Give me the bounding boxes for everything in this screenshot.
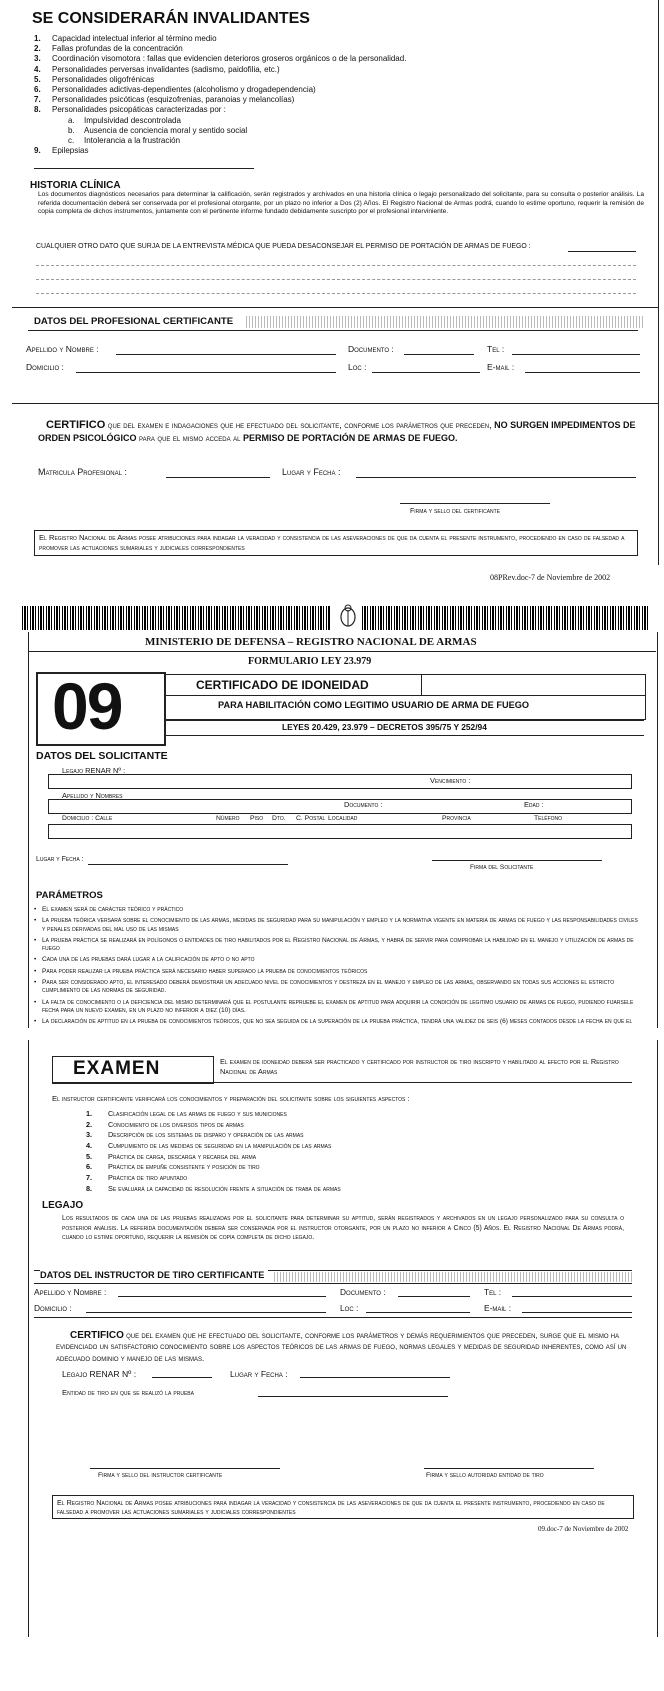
aspecto-item	[86, 1162, 626, 1173]
divider	[34, 168, 254, 169]
otro-dato-line-2[interactable]	[36, 265, 636, 266]
aspecto-item	[86, 1152, 626, 1163]
examen-underline	[52, 1082, 632, 1083]
list-item-number: 9.	[34, 146, 41, 156]
sub-list-item-letter: c.	[68, 135, 75, 145]
instructor-bottom-rule	[34, 1317, 632, 1318]
certifico-word: CERTIFICO	[46, 419, 106, 431]
aspecto-item	[86, 1173, 626, 1184]
email-label: E-mail :	[487, 362, 515, 372]
parametro-text: La prueba teórica versará sobre el conocimiento de las armas, medidas de seguridad para su manipulación y empleo y la normativa vigente en materia de armas de fuego y las responsabilidades civiles y penales derivadas del mal uso de las mismas	[42, 917, 638, 933]
documento-label-3: Documento :	[340, 1287, 386, 1297]
aspecto-text: Se evaluará la capacidad de resolución frente a situación de traba de armas	[108, 1183, 341, 1193]
formulario-label: FORMULARIO LEY 23.979	[248, 656, 372, 667]
examen-box	[52, 1056, 214, 1084]
apellido-label: Apellido y Nombre :	[26, 344, 99, 354]
tel-field-2[interactable]	[512, 1296, 632, 1297]
aspecto-item	[86, 1109, 626, 1120]
invalidantes-title: SE CONSIDERARÁN INVALIDANTES	[32, 10, 310, 27]
email-field[interactable]	[525, 372, 640, 373]
aspecto-item	[86, 1120, 626, 1131]
invalidantes-list	[34, 34, 624, 156]
certifico-word-2: CERTIFICO	[70, 1330, 124, 1341]
aspecto-text: Descripción de los sistemas de disparo y operación de las armas	[108, 1130, 304, 1140]
bullet-icon: •	[34, 917, 37, 925]
list-item	[34, 95, 624, 105]
barcode-left	[22, 606, 330, 630]
disclaimer-text-2: El Registro Nacional de Armas posee atribuciones para indagar la veracidad y consistencia de las aseveraciones de que da cuenta el presente instrumento, procediendo en caso de falsedad a promover las actuaciones sumariales y judiciales correspondientes	[57, 1498, 605, 1517]
parametro-item	[34, 906, 638, 914]
parametro-item	[34, 917, 638, 934]
list-item	[34, 105, 624, 115]
firma-sello-label: Firma y sello del certificante	[410, 508, 501, 515]
otro-dato-line-3[interactable]	[36, 279, 636, 280]
parametro-text: Para ser considerado apto, el interesado deberá demostrar un adecuado nivel de conocimientos y destreza en el manejo y empleo de las armas, observando en todas sus acciones el estricto cumplimiento de las normas de seguridad.	[42, 979, 615, 995]
aspecto-number: 3.	[86, 1130, 93, 1140]
parametro-text: Cada una de las pruebas dará lugar a la calificación de apto o no apto	[42, 956, 255, 964]
domicilio-field-3[interactable]	[86, 1312, 326, 1313]
documento-label-2: Documento :	[344, 800, 383, 809]
parametros-title: PARÁMETROS	[36, 890, 103, 901]
certifico-text-1: que del examen e indagaciones que he efectuado del solicitante, conforme los parámetros que preceden,	[107, 420, 492, 430]
hatch-fill-2	[272, 1272, 632, 1282]
bullet-icon: •	[34, 936, 37, 944]
email-label-2: E-mail :	[484, 1303, 512, 1313]
apellido-nombres-field[interactable]	[48, 799, 632, 814]
parametro-text: La falta de conocimiento o la deficiencia del mismo determinará que el postulante repruebe el examen de aptitud para adquirir la condición de legitimo usuario de armas de fuego, pudiendo fijarsele fecha para un nuevo examen, en un plazo no inferior a diez (10) días.	[42, 998, 634, 1014]
lugar-fecha-label-3: Lugar y Fecha :	[230, 1369, 288, 1379]
legajo-renar-label: Legajo RENAR Nº :	[62, 766, 126, 775]
form-number-box	[36, 669, 166, 746]
tel-field[interactable]	[512, 354, 640, 355]
aspecto-item	[86, 1130, 626, 1141]
lugar-fecha-field-3[interactable]	[300, 1377, 450, 1378]
list-item-number: 3.	[34, 54, 41, 64]
aspecto-number: 5.	[86, 1151, 93, 1161]
parametro-item	[34, 979, 638, 996]
list-item-number: 2.	[34, 44, 41, 54]
sub-list-item	[34, 136, 624, 146]
bullet-icon: •	[34, 967, 37, 975]
coat-of-arms-icon	[340, 604, 356, 628]
sub-list-item-letter: b.	[68, 125, 75, 135]
leyes: LEYES 20.429, 23.979 – DECRETOS 395/75 Y 252/94	[282, 722, 487, 732]
legajo-renar-field-2[interactable]	[152, 1377, 212, 1378]
domicilio-label: Domicilio :	[26, 362, 64, 372]
certifico-paragraph-2	[56, 1330, 632, 1364]
tel-label-2: Tel :	[484, 1287, 502, 1297]
entidad-label: Entidad de tiro en que se realizó la prueba	[62, 1388, 194, 1397]
aspecto-number: 1.	[86, 1109, 93, 1118]
lugar-fecha-field[interactable]	[356, 477, 636, 478]
firma-autoridad-label: Firma y sello autoridad entidad de tiro	[426, 1472, 544, 1479]
parametros-list	[34, 906, 638, 1038]
entidad-field[interactable]	[258, 1396, 448, 1397]
list-item-text: Personalidades adictivas-dependientes (alcoholismo y drogadependencia)	[52, 84, 316, 94]
list-item-number: 6.	[34, 84, 41, 94]
aspecto-number: 6.	[86, 1162, 93, 1172]
firma-autoridad-line[interactable]	[424, 1468, 594, 1469]
list-item-text: Personalidades psicóticas (esquizofrenias, paranoias y melancolías)	[52, 95, 295, 105]
legajo-title: LEGAJO	[42, 1200, 84, 1211]
certifico-bold-2: PERMISO DE PORTACIÓN DE ARMAS DE FUEGO.	[242, 432, 458, 443]
historia-title: HISTORIA CLÍNICA	[30, 180, 121, 191]
list-item-text: Capacidad intelectual inferior al término medio	[52, 34, 217, 43]
matricula-field[interactable]	[166, 477, 270, 478]
legajo-text: Los resultados de cada una de las pruebas realizadas por el solicitante para determinar su aptitud, serán registrados y archivados en un legajo personalizado para su consulta o posterior análisis. La referida documentación deberá ser conservada por el instructor otorgante, por un plazo no inferior a Cinco (5) Años. El Registro Nacional De Armas podrá, cuando lo estime oportuno, requerir la remisión de copia completa de dicho legajo.	[62, 1215, 624, 1242]
list-item-text: Coordinación visomotora : fallas que evidencien deterioros groseros orgánicos o de la personalidad.	[52, 54, 407, 64]
firma-instructor-label: Firma y sello del instructor certificante	[98, 1472, 223, 1479]
domicilio-label-3: Domicilio :	[34, 1303, 72, 1313]
aspectos-list	[86, 1109, 626, 1195]
cert-subtitle: PARA HABILITACIÓN COMO LEGITIMO USUARIO DE ARMA DE FUEGO	[218, 700, 530, 710]
sub-list-item	[34, 126, 624, 136]
parametro-item	[34, 968, 638, 976]
loc-label: Loc :	[348, 362, 367, 372]
domicilio-column-label: Teléfono	[534, 815, 563, 822]
legajo-renar-field[interactable]	[48, 774, 632, 789]
page-2	[0, 590, 664, 1690]
certifico-text-2: para que el mismo acceda al	[139, 432, 241, 443]
aspecto-text: Conocimiento de los diversos tipos de armas	[108, 1119, 244, 1129]
aspecto-number: 7.	[86, 1173, 93, 1183]
cert-title: CERTIFICADO DE IDONEIDAD	[196, 678, 369, 692]
domicilio-column-label: Localidad	[328, 815, 358, 822]
aspecto-item	[86, 1184, 626, 1195]
list-item	[34, 34, 624, 44]
parametro-text: Para poder realizar la prueba práctica será necesario haber superado la prueba de conocimientos teóricos	[42, 967, 368, 975]
sub-list-item	[34, 116, 624, 126]
ministry-title: MINISTERIO DE DEFENSA – REGISTRO NACIONAL DE ARMAS	[145, 636, 477, 648]
aspecto-number: 8.	[86, 1183, 93, 1193]
solicitante-title: DATOS DEL SOLICITANTE	[36, 750, 168, 762]
list-item-text: Personalidades perversas invalidantes (sadismo, paidofilia, etc.)	[52, 64, 280, 74]
vencimiento-label: Vencimiento :	[430, 776, 471, 785]
parametro-item	[34, 937, 638, 954]
certifico-paragraph	[38, 419, 638, 444]
aspecto-text: Práctica de empuñe consistente y posición de tiro	[108, 1162, 260, 1172]
ministry-underline	[28, 651, 656, 652]
list-item-number: 5.	[34, 74, 41, 84]
firma-solicitante-label: Firma del Solicitante	[470, 864, 534, 871]
list-item	[34, 54, 624, 64]
aspecto-text: Cumplimiento de las medidas de seguridad en la manipulación de las armas	[108, 1141, 332, 1151]
disclaimer-box	[34, 530, 638, 556]
sub-list-item-text: Impulsividad descontrolada	[84, 115, 181, 125]
domicilio-column-label: Domicilio : Calle	[62, 815, 113, 822]
loc-field-2[interactable]	[366, 1312, 470, 1313]
documento-label: Documento :	[348, 344, 394, 354]
list-item-number: 1.	[34, 34, 41, 43]
form-number: 09	[52, 669, 122, 743]
otro-dato-label: CUALQUIER OTRO DATO QUE SURJA DE LA ENTREVISTA MÉDICA QUE PUEDA DESACONSEJAR EL PERMISO DE PORTACIÓN DE ARMAS DE FUEGO :	[36, 243, 531, 250]
aspecto-text: Práctica de carga, descarga y recarga del arma	[108, 1151, 257, 1161]
list-item	[34, 65, 624, 75]
tel-label: Tel :	[487, 344, 505, 354]
bullet-icon: •	[34, 956, 37, 964]
list-item	[34, 75, 624, 85]
aspecto-number: 2.	[86, 1119, 93, 1129]
matricula-label: Matricula Profesional :	[38, 467, 127, 477]
list-item	[34, 85, 624, 95]
list-item-text: Personalidades psicopáticas caracterizadas por :	[52, 105, 226, 115]
firma-line[interactable]	[400, 503, 550, 504]
bullet-icon: •	[34, 979, 37, 987]
barcode-right	[362, 606, 648, 630]
loc-label-2: Loc :	[340, 1303, 359, 1313]
footer-2: 09.doc-7 de Noviembre de 2002	[538, 1525, 629, 1533]
aspecto-number: 4.	[86, 1141, 93, 1151]
apellido-nombres-label: Apellido y Nombres	[62, 791, 123, 800]
bullet-icon: •	[34, 1018, 37, 1026]
domicilio-field[interactable]	[76, 372, 336, 373]
sub-list-item-letter: a.	[68, 115, 75, 125]
cert-title-divider	[165, 695, 645, 696]
parametro-item	[34, 956, 638, 964]
disclaimer-text: El Registro Nacional de Armas posee atribuciones para indagar la veracidad y consistencia de las aseveraciones de que da cuenta el presente instrumento, procediendo en caso de falsedad a promover las actuaciones sumariales y judiciales correspondientes	[39, 533, 625, 552]
hatch-fill	[244, 316, 644, 328]
parametro-text: La prueba práctica se realizará en polígonos o entidades de tiro habilitados por el Registro Nacional de Armas, y habrá de servir para comprobar la habilidad en el manejo y utilización de armas de fuego	[42, 936, 634, 953]
documento-field[interactable]	[404, 354, 474, 355]
sub-list-item-text: Intolerancia a la frustración	[84, 135, 181, 145]
lugar-fecha-label-2: Lugar y Fecha :	[36, 856, 84, 863]
list-item-text: Personalidades oligofrénicas	[52, 74, 155, 84]
lugar-fecha-field-2[interactable]	[88, 864, 288, 865]
instructor-title: DATOS DEL INSTRUCTOR DE TIRO CERTIFICANTE	[40, 1270, 268, 1280]
certifico-text-3: que del examen que he efectuado del solicitante, conforme los parámetros y demás requerimientos que preceden, surge que el mismo ha evidenciado un satisfactorio conocimiento sobre los aspectos teóricos de las armas de fuego, normas legales y medidas de seguridad inherentes, como así un adecuado dominio y manejo de las mismas.	[56, 1331, 627, 1363]
domicilio-column-label: Provincia	[442, 815, 471, 822]
edad-label: Edad :	[524, 800, 544, 809]
aspecto-item	[86, 1141, 626, 1152]
firma-instructor-line[interactable]	[90, 1468, 280, 1469]
bullet-icon: •	[34, 998, 37, 1006]
domicilio-column-label: Número	[216, 815, 240, 822]
profesional-section	[12, 307, 658, 404]
apellido-label-2: Apellido y Nombre :	[34, 1287, 107, 1297]
profesional-title-underline	[28, 330, 638, 331]
domicilio-column-label: C. Postal	[296, 815, 326, 822]
list-item	[34, 146, 624, 156]
profesional-title: DATOS DEL PROFESIONAL CERTIFICANTE	[34, 316, 237, 327]
list-item-number: 7.	[34, 95, 41, 105]
otro-dato-line-4[interactable]	[36, 293, 636, 294]
page-1	[0, 0, 664, 582]
aspecto-text: Práctica de tiro apuntado	[108, 1173, 188, 1183]
page-break-gap	[0, 1028, 664, 1040]
lugar-fecha-label: Lugar y Fecha :	[282, 467, 341, 477]
sub-list-item-text: Ausencia de conciencia moral y sentido social	[84, 125, 248, 135]
parametro-text: El examen será de carácter teórico y práctico	[42, 906, 184, 913]
cert-title-vdivider	[421, 675, 422, 695]
list-item-number: 4.	[34, 64, 41, 74]
apellido-field[interactable]	[116, 354, 336, 355]
domicilio-field-2[interactable]	[48, 824, 632, 839]
domicilio-column-label: Dto.	[272, 815, 286, 822]
disclaimer-box-2	[52, 1495, 634, 1519]
list-item-number: 8.	[34, 105, 41, 115]
list-item	[34, 44, 624, 54]
certifico-bold-1: NO SURGEN IMPEDIMENTOS DE ORDEN PSICOLÓGICO	[38, 420, 636, 443]
legajo-renar-label-2: Legajo RENAR Nº :	[62, 1369, 137, 1379]
list-item-text: Epilepsias	[52, 146, 89, 156]
list-item-text: Fallas profundas de la concentración	[52, 44, 183, 54]
instructor-intro: El instructor certificante verificará los conocimientos y preparación del solicitante sobre los siguientes aspectos :	[52, 1094, 410, 1103]
apellido-field-2[interactable]	[118, 1296, 326, 1297]
documento-field-3[interactable]	[398, 1296, 470, 1297]
firma-solicitante-line[interactable]	[432, 860, 602, 861]
footer-1: 08PRev.doc-7 de Noviembre de 2002	[490, 573, 611, 582]
loc-field[interactable]	[372, 372, 480, 373]
bullet-icon: •	[34, 906, 37, 913]
email-field-2[interactable]	[522, 1312, 632, 1313]
historia-text: Los documentos diagnósticos necesarios para determinar la calificación, serán registrados y archivados en una historia clínica o legajo personalizado del solicitante, para su consulta o posterior análisis. La referida documentación deberá ser conservada por el profesional otorgante, por un plazo no inferior a Dos (2) Años. El Registro Nacional de Armas podrá, cuando lo estime oportuno, requerir la remisión de copia completa de dichos instrumentos, juntamente con el pertinente informe fundado debidamente suscripto por el profesional interviniente.	[38, 191, 644, 216]
examen-title: EXAMEN	[73, 1058, 161, 1079]
otro-dato-line-1[interactable]	[568, 251, 636, 252]
parametro-item	[34, 999, 638, 1016]
domicilio-column-label: Piso	[250, 815, 264, 822]
parametro-text: La declaración de aptitud en la prueba de conocimientos teóricos, que no sea seguida de la superación de la prueba práctica, tendrá una validez de seis (6) meses contados desde la fecha en que el	[42, 1018, 633, 1026]
examen-note: El examen de idoneidad deberá ser practicado y certificado por instructor de tiro inscripto y habilitado al efecto por el Registro Nacional de Armas	[220, 1057, 619, 1076]
aspecto-text: Clasificación legal de las armas de fuego y sus municiones	[108, 1109, 287, 1118]
